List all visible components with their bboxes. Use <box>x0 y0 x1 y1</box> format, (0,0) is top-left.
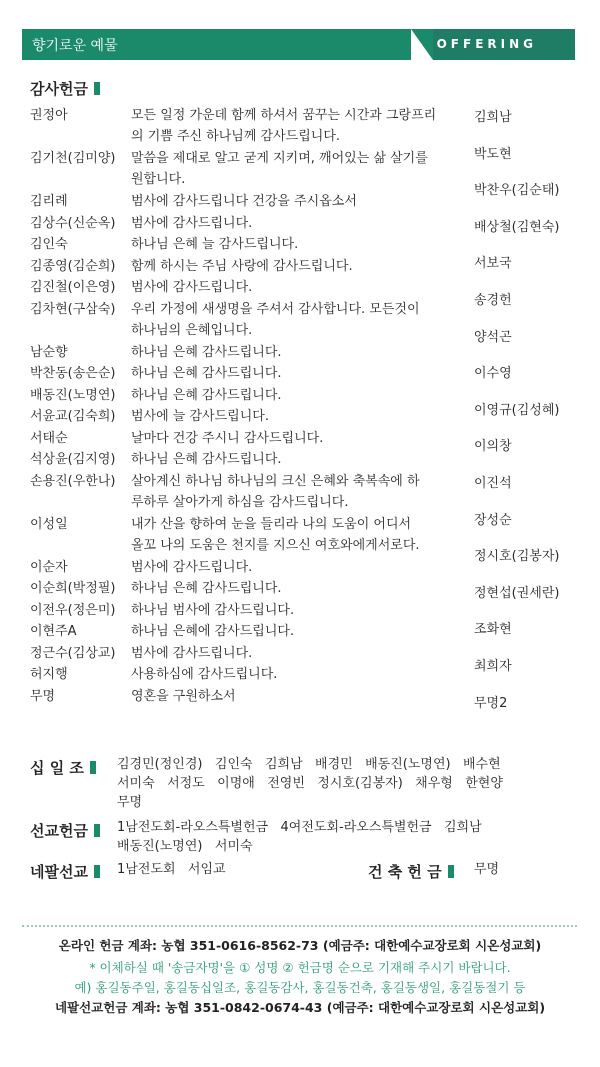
tithe-line: 서미숙 서정도 이명애 전영빈 정시호(김봉자) 채우형 한현양 <box>117 776 503 791</box>
thanks-message-line: 범사에 감사드립니다. <box>131 280 253 295</box>
thanks-message-line: 범사에 감사드립니다. <box>131 215 253 231</box>
thanks-message <box>131 299 473 341</box>
thanks-message-line: 하나님 은혜 감사드립니다. <box>131 366 282 381</box>
thanks-message <box>131 686 473 707</box>
donor-name: 이영규(김성혜) <box>474 402 560 418</box>
header-title: 향기로운 예물 <box>32 38 118 54</box>
transfer-example: 예) 홍길동주일, 홍길동십일조, 홍길동감사, 홍길동건축, 홍길동생일, 홍길동절기 등 <box>74 980 526 995</box>
donor-name: 김인숙 <box>30 237 68 252</box>
donor-name: 조화현 <box>474 622 512 638</box>
donor-name: 정근수(김상교) <box>30 645 116 661</box>
thanks-message <box>131 385 473 406</box>
donor-name: 서태순 <box>30 430 68 446</box>
donor-name: 무명2 <box>474 695 508 711</box>
donor-name: 무명 <box>30 688 56 704</box>
donor-name: 정시호(김봉자) <box>474 549 560 565</box>
donor-name: 박도현 <box>474 146 512 162</box>
donor-name: 이진석 <box>474 476 512 491</box>
thanks-message-line: 하나님 은혜 늘 감사드립니다. <box>131 237 299 252</box>
thanks-message <box>131 664 473 685</box>
header-offering-label: OFFERING <box>436 37 537 51</box>
mission-title-text: 선교헌금 <box>30 822 88 840</box>
thanks-message-line: 영혼을 구원하소서 <box>131 688 236 704</box>
thanks-message <box>131 514 473 556</box>
donor-name: 허지행 <box>30 667 68 682</box>
mission-names <box>117 818 557 856</box>
thanks-message <box>131 621 473 642</box>
thanks-message <box>131 643 473 664</box>
section-marker <box>94 82 100 95</box>
donor-name: 김기천(김미양) <box>30 151 116 166</box>
thanks-message-line: 사용하심에 감사드립니다. <box>131 667 278 682</box>
donor-name: 장성순 <box>474 512 512 528</box>
thanks-message-line: 우리 가정에 새생명을 주셔서 감사합니다. 모든것이 <box>131 301 420 317</box>
thanks-message <box>131 428 473 449</box>
building-names: 무명 <box>474 862 500 877</box>
thanks-message-line: 말씀을 제대로 알고 굳게 지키며, 깨어있는 삶 살기를 <box>131 151 428 166</box>
footer-divider <box>22 925 577 927</box>
thanks-message-line: 하나님 은혜 감사드립니다. <box>131 581 282 596</box>
transfer-note: * 이체하실 때 '송금자명'을 ① 성명 ② 헌금명 순으로 기재해 주시기 바랍니다. <box>89 960 511 975</box>
donor-name: 최희자 <box>474 659 512 674</box>
donor-name: 이전우(정은미) <box>30 602 116 618</box>
offering-header <box>22 29 575 60</box>
section-marker <box>448 865 454 878</box>
thanks-message-line: 살아계신 하나님 하나님의 크신 은혜와 축복속에 하 <box>131 473 420 489</box>
thanks-message <box>131 342 473 363</box>
thanks-message <box>131 148 473 190</box>
mission-line: 1남전도회-라오스특별헌금 4여전도회-라오스특별헌금 김희남 <box>117 820 482 835</box>
section-marker <box>94 865 100 878</box>
donor-name: 이현주A <box>30 624 77 639</box>
thanks-message-line: 범사에 감사드립니다 건강을 주시옵소서 <box>131 194 357 209</box>
donor-name: 김상수(신순옥) <box>30 215 116 231</box>
building-title-text: 건 축 헌 금 <box>368 863 442 881</box>
donor-name: 손용진(우한나) <box>30 473 116 489</box>
thanks-message-line: 원합니다. <box>131 172 186 187</box>
thanks-message-line: 범사에 늘 감사드립니다. <box>131 409 269 424</box>
thanks-message <box>131 191 473 212</box>
donor-name: 서보국 <box>474 256 512 272</box>
thanks-message <box>131 557 473 578</box>
nepal-account-info: 네팔선교헌금 계좌: 농협 351-0842-0674-43 (예금주: 대한예수교장로회 시온성교회) <box>54 1000 546 1015</box>
online-account-info: 온라인 헌금 계좌: 농협 351-0616-8562-73 (예금주: 대한예수교장로회 시온성교회) <box>58 938 542 953</box>
thanks-message <box>131 363 473 384</box>
thanks-message <box>131 277 473 298</box>
thanks-section-title <box>30 78 100 99</box>
thanks-title-text: 감사헌금 <box>30 80 88 98</box>
thanks-message <box>131 234 473 255</box>
tithe-line: 김경민(정인경) 김인숙 김희남 배경민 배동진(노명연) 배수현 <box>117 757 501 772</box>
donor-name: 정현섭(권세란) <box>474 585 560 601</box>
tithe-names <box>117 755 557 812</box>
thanks-message <box>131 449 473 470</box>
section-marker <box>94 824 100 837</box>
donor-name: 김종영(김순희) <box>30 258 116 274</box>
donor-name: 배동진(노명연) <box>30 387 116 403</box>
donor-name: 박찬동(송은순) <box>30 366 116 381</box>
thanks-message-line: 올꼬 나의 도움은 천지를 지으신 여호와에게서로다. <box>131 537 420 553</box>
thanks-message-line: 하나님 은혜 감사드립니다. <box>131 344 282 360</box>
thanks-message-line: 루하루 살아가게 하심을 감사드립니다. <box>131 494 349 510</box>
tithe-title-text: 십 일 조 <box>30 759 84 777</box>
nepal-section-title <box>30 861 100 882</box>
mission-line: 배동진(노명연) 서미숙 <box>117 839 253 854</box>
thanks-message-line: 하나님의 은혜입니다. <box>131 322 253 338</box>
donor-name: 양석곤 <box>474 329 512 345</box>
tithe-section-title <box>30 757 96 778</box>
thanks-message <box>131 256 473 277</box>
thanks-message-line: 하나님 범사에 감사드립니다. <box>131 602 295 618</box>
nepal-title-text: 네팔선교 <box>30 863 88 881</box>
donor-name: 김희남 <box>474 110 512 125</box>
donor-name: 이의창 <box>474 439 512 455</box>
donor-name: 이수영 <box>474 366 512 382</box>
donor-name: 김리례 <box>30 194 68 209</box>
tithe-line: 무명 <box>117 795 143 810</box>
thanks-message <box>131 578 473 599</box>
thanks-message-line: 범사에 감사드립니다. <box>131 645 253 661</box>
mission-section-title <box>30 820 100 841</box>
thanks-message <box>131 213 473 234</box>
donor-name: 이순희(박정필) <box>30 581 116 596</box>
donor-name: 석상윤(김지영) <box>30 452 116 467</box>
nepal-names: 1남전도회 서임교 <box>117 862 226 877</box>
donor-name: 김진철(이은영) <box>30 280 116 295</box>
thanks-message <box>131 600 473 621</box>
thanks-message-line: 하나님 은혜 감사드립니다. <box>131 452 282 467</box>
donor-name: 남순향 <box>30 344 68 360</box>
thanks-message <box>131 471 473 513</box>
thanks-message-line: 범사에 감사드립니다. <box>131 559 253 575</box>
donor-name: 권정아 <box>30 108 68 123</box>
thanks-message <box>131 406 473 427</box>
donor-name: 김차현(구삼숙) <box>30 301 116 317</box>
donor-name: 배상철(김현숙) <box>474 219 560 235</box>
section-marker <box>90 761 96 774</box>
thanks-message-line: 날마다 건강 주시니 감사드립니다. <box>131 430 324 446</box>
thanks-message-line: 내가 산을 향하여 눈을 들리라 나의 도움이 어디서 <box>131 516 412 532</box>
header-divider <box>411 29 433 60</box>
thanks-message-line: 모든 일정 가운데 함께 하셔서 꿈꾸는 시간과 그랑프리 <box>131 108 437 123</box>
thanks-message-line: 함께 하시는 주님 사랑에 감사드립니다. <box>131 258 353 274</box>
thanks-message-line: 하나님 은혜 감사드립니다. <box>131 387 282 403</box>
donor-name: 박찬우(김순태) <box>474 183 560 199</box>
building-section-title <box>368 861 454 882</box>
thanks-message <box>131 105 473 147</box>
donor-name: 송경헌 <box>474 293 512 308</box>
thanks-message-line: 하나님 은혜에 감사드립니다. <box>131 624 295 639</box>
thanks-message-line: 의 기쁨 주신 하나님께 감사드립니다. <box>131 129 341 144</box>
donor-name: 이순자 <box>30 559 68 575</box>
donor-name: 이성일 <box>30 516 68 532</box>
donor-name: 서윤교(김숙희) <box>30 409 116 424</box>
